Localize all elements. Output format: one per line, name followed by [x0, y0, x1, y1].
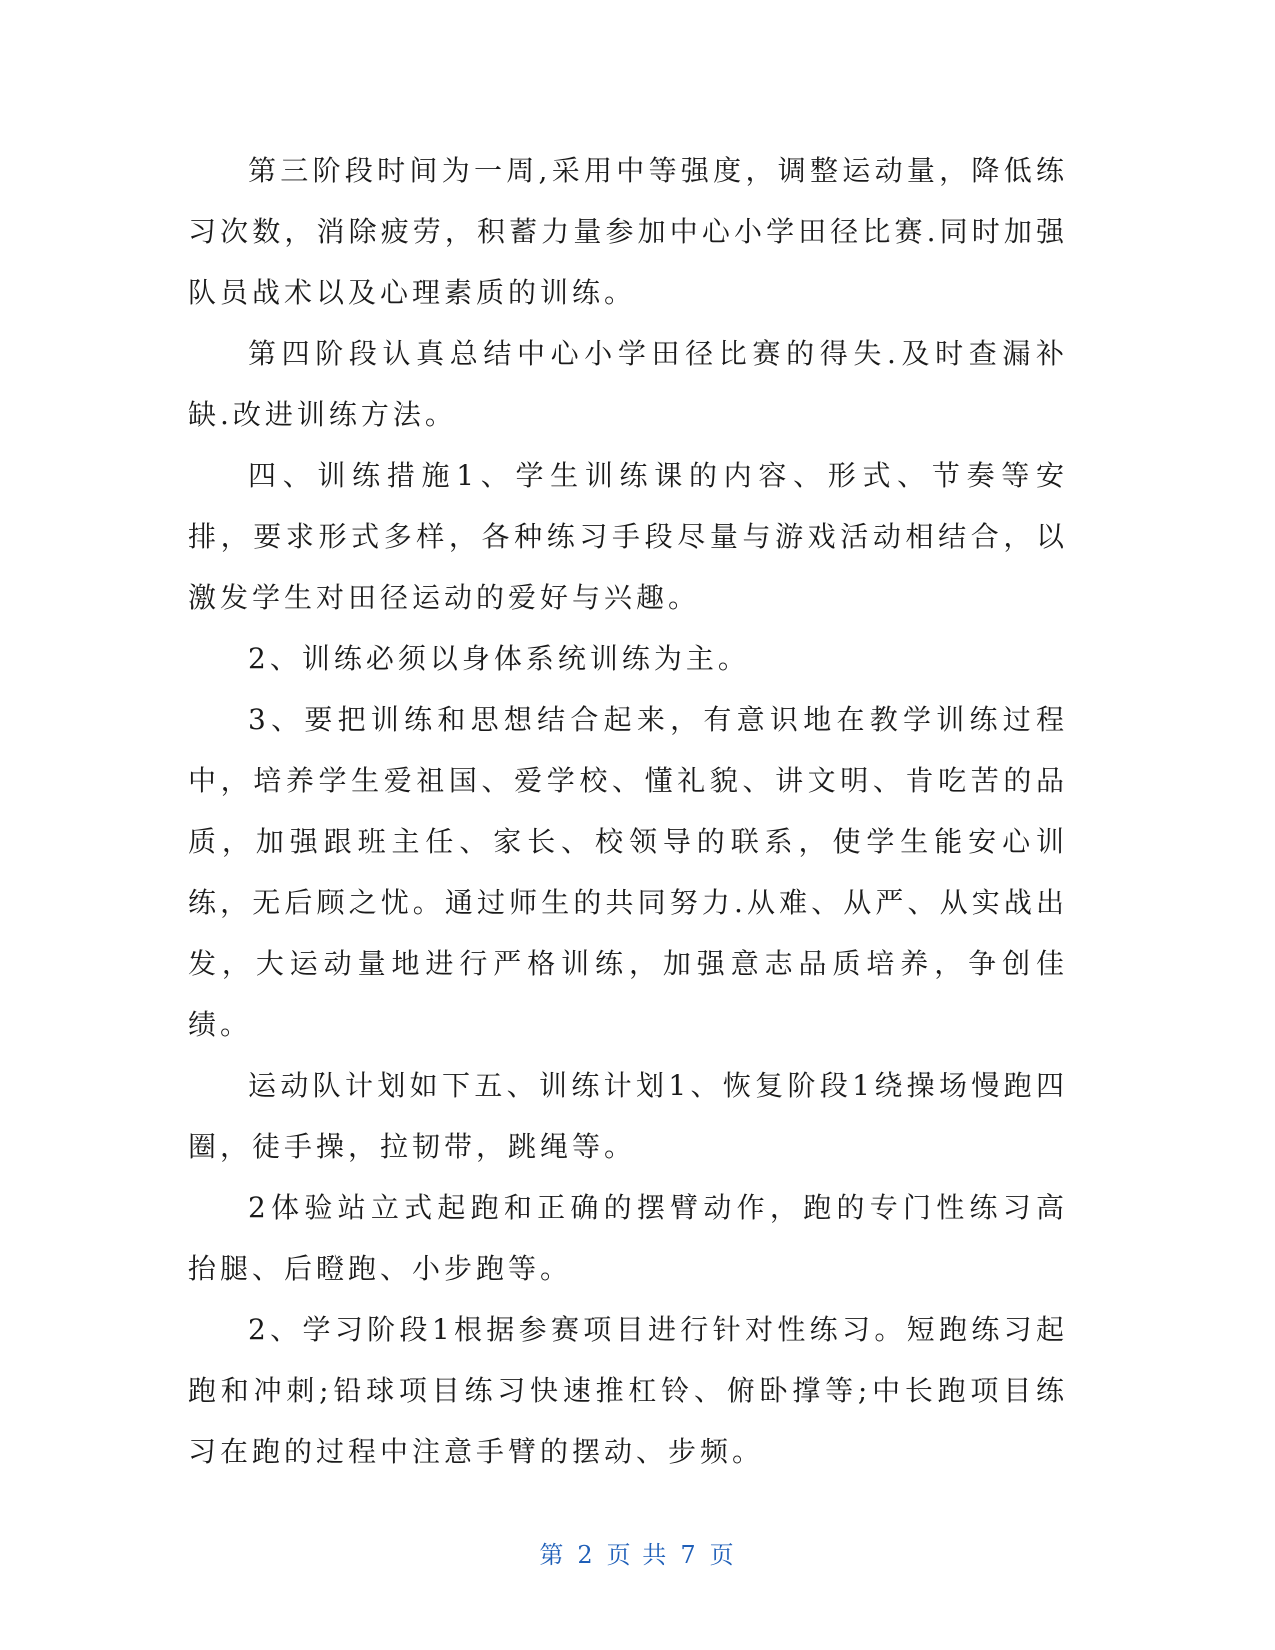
paragraph: 四、训练措施1、学生训练课的内容、形式、节奏等安排，要求形式多样，各种练习手段尽量与游戏活动相结合，以激发学生对田径运动的爱好与兴趣。: [188, 459, 1068, 614]
paragraph: 第三阶段时间为一周,采用中等强度，调整运动量，降低练习次数，消除疲劳，积蓄力量参加中心小学田径比赛.同时加强队员战术以及心理素质的训练。: [188, 154, 1068, 309]
paragraph: 2体验站立式起跑和正确的摆臂动作，跑的专门性练习高抬腿、后瞪跑、小步跑等。: [188, 1191, 1068, 1285]
paragraph: 2、训练必须以身体系统训练为主。: [248, 642, 750, 675]
paragraph: 运动队计划如下五、训练计划1、恢复阶段1绕操场慢跑四圈，徒手操，拉韧带，跳绳等。: [188, 1069, 1068, 1163]
document-body: [188, 140, 1068, 1482]
footer-suffix: 页: [709, 1541, 736, 1569]
paragraph: 3、要把训练和思想结合起来，有意识地在教学训练过程中，培养学生爱祖国、爱学校、懂礼貌、讲文明、肯吃苦的品质，加强跟班主任、家长、校领导的联系，使学生能安心训练，无后顾之忧。通过师生的共同努力.从难、从严、从实战出发，大运动量地进行严格训练，加强意志品质培养，争创佳绩。: [188, 703, 1068, 1041]
footer-current-page: 2: [577, 1541, 595, 1569]
footer-prefix: 第: [539, 1541, 566, 1569]
footer-total-pages: 7: [680, 1541, 698, 1569]
paragraph: 2、学习阶段1根据参赛项目进行针对性练习。短跑练习起跑和冲刺;铅球项目练习快速推杠铃、俯卧撑等;中长跑项目练习在跑的过程中注意手臂的摆动、步频。: [188, 1313, 1068, 1468]
paragraph: 第四阶段认真总结中心小学田径比赛的得失.及时查漏补缺.改进训练方法。: [188, 337, 1068, 431]
page-footer: [0, 1535, 1275, 1570]
footer-middle: 页 共: [606, 1541, 669, 1569]
